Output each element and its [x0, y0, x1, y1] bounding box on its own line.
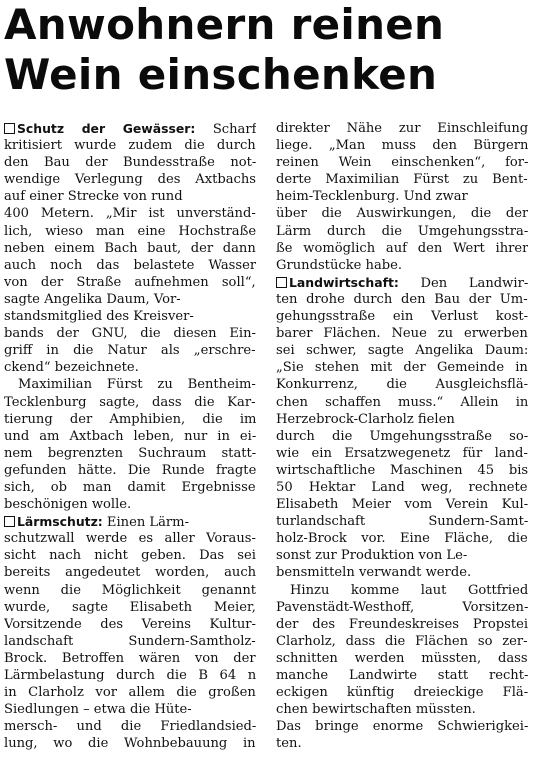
text-line: Pavenstädt-Westhoff, Vorsitzen-	[276, 599, 528, 615]
text-line: Das bringe enorme Schwierigkei-	[276, 719, 528, 735]
text-line: durch die Umgehungsstraße so-	[276, 428, 528, 444]
text-line: manche Landwirte statt recht-	[276, 668, 528, 683]
text-line: lich, wieso man eine Hochstraße	[4, 223, 256, 239]
text-line: chen schaffen muss.“ Allein in	[276, 394, 528, 410]
text-line: schnitten werden müssten, dass	[276, 650, 528, 666]
text-line: Siedlungen – etwa die Hüte-	[4, 702, 192, 718]
text-line: liege. „Man muss den Bürgern	[276, 138, 528, 154]
subhead-rest-text: Einen Lärm-	[102, 515, 190, 531]
subhead-rest-text: Den Landwir-	[398, 275, 528, 291]
checkbox-square-icon	[276, 277, 287, 288]
text-line: barer Flächen. Neue zu erwerben	[276, 326, 528, 342]
text-line: Brock. Betroffen wären von der	[4, 650, 256, 666]
checkbox-square-icon	[4, 123, 15, 134]
text-line: in Clarholz vor allem die großen	[4, 685, 256, 701]
text-line: ckend“ bezeichnete.	[4, 360, 139, 376]
text-line: Vorsitzende des Vereins Kultur-	[4, 616, 256, 632]
text-line: tierung der Amphibien, die im	[4, 411, 256, 427]
checkbox-square-icon	[4, 516, 15, 527]
headline-line: Wein einschenken	[4, 50, 438, 99]
text-line: turlandschaft Sundern-Samt-	[276, 514, 528, 530]
text-line: holz-Brock vor. Eine Fläche, die	[276, 531, 528, 547]
section-subhead: Schutz der Gewässer:	[17, 121, 196, 136]
text-line: wurde, sagte Elisabeth Meier,	[4, 599, 256, 615]
text-line: sich, ob man damit Ergebnisse	[4, 479, 256, 495]
text-line: gehungsstraße ein Verlust kost-	[276, 309, 528, 325]
text-line: und am Axtbach leben, nur in ei-	[4, 428, 256, 444]
text-line: der des Freundeskreises Propstei	[276, 616, 528, 632]
text-line: bensmitteln verwandt werde.	[276, 565, 472, 581]
text-line: wenn die Möglichkeit genannt	[4, 582, 256, 598]
text-line: den Bau der Bundesstraße not-	[4, 155, 256, 171]
headline-line: Anwohnern reinen	[4, 0, 445, 49]
article-column-left	[4, 120, 256, 752]
text-line: sei schwer, sagte Angelika Daum:	[276, 343, 528, 359]
text-line: bereits angedeutet worden, auch	[4, 565, 256, 581]
text-line: eckigen künftig dreieckige Flä-	[276, 685, 528, 701]
text-line: ten drohe durch den Bau der Um-	[276, 291, 528, 307]
text-line: über die Auswirkungen, die der	[276, 206, 528, 222]
text-line: Maximilian Fürst zu Bentheim-	[18, 377, 256, 393]
text-line: 400 Metern. „Mir ist unverständ-	[4, 206, 256, 222]
text-line: heim-Tecklenburg. Und zwar	[276, 189, 468, 205]
text-line: Hinzu komme laut Gottfried	[290, 582, 528, 598]
subhead-line	[4, 513, 256, 530]
text-line: Konkurrenz, die Ausgleichsflä-	[276, 377, 528, 393]
text-line: standsmitglied des Kreisver-	[4, 309, 194, 325]
text-line: griff in die Natur als „erschre-	[4, 343, 256, 359]
text-line: wirtschaftliche Maschinen 45 bis	[276, 462, 528, 478]
text-line: ße womöglich auf den Wert ihrer	[276, 240, 528, 256]
text-line: 50 Hektar Land weg, rechnete	[276, 479, 528, 495]
section-subhead: Landwirtschaft:	[289, 274, 399, 290]
text-line: ten.	[276, 736, 302, 752]
text-line: Elisabeth Meier vom Verein Kul-	[276, 497, 528, 513]
text-line: sagte Angelika Daum, Vor-	[4, 291, 181, 307]
text-line: gefunden hätte. Die Runde fragte	[4, 462, 256, 478]
text-line: lung, wo die Wohnbebauung in	[4, 736, 256, 752]
text-line: Grundstücke habe.	[276, 257, 403, 273]
headline	[4, 0, 529, 100]
subhead-line	[276, 274, 528, 291]
text-line: beschönigen wolle.	[4, 497, 132, 513]
text-line: wie ein Ersatzwegenetz für land-	[276, 445, 528, 461]
text-line: schutzwall werde es aller Voraus-	[4, 531, 256, 547]
text-line: nem begrenzten Suchraum statt-	[4, 445, 256, 461]
subhead-rest-text: Scharf	[195, 122, 256, 137]
text-line: mersch- und die Friedlandsied-	[4, 719, 256, 735]
text-line: Lärm durch die Umgehungsstra-	[276, 223, 528, 239]
text-line: wendige Verlegung des Axtbachs	[4, 172, 256, 188]
text-line: Tecklenburg sagte, dass die Kar-	[4, 394, 256, 410]
text-line: reinen Wein einschenken“, for-	[276, 155, 528, 171]
text-line: sicht nach nicht geben. Das sei	[4, 548, 256, 564]
text-line: chen bewirtschaften müssten.	[276, 702, 476, 718]
text-line: auch noch das belastete Wasser	[4, 257, 256, 273]
text-line: direkter Nähe zur Einschleifung	[276, 121, 528, 136]
text-line: sonst zur Produktion von Le-	[276, 548, 468, 564]
section-subhead: Lärmschutz:	[17, 514, 103, 530]
text-line: „Sie stehen mit der Gemeinde in	[276, 360, 528, 376]
text-line: derte Maximilian Fürst zu Bent-	[276, 172, 528, 188]
text-line: landschaft Sundern-Samtholz-	[4, 633, 256, 649]
text-line: Clarholz, dass die Flächen so zer-	[276, 633, 528, 649]
text-line: neben einem Bach baut, der dann	[4, 240, 256, 256]
text-line: auf einer Strecke von rund	[4, 189, 183, 205]
text-line: kritisiert wurde zudem die durch	[4, 138, 256, 154]
text-line: Herzebrock-Clarholz fielen	[276, 411, 455, 427]
text-line: von der Straße aufnehmen soll“,	[4, 274, 256, 290]
text-line: bands der GNU, die diesen Ein-	[4, 326, 256, 342]
article-column-right	[276, 120, 528, 752]
text-line: Lärmbelastung durch die B 64 n	[4, 668, 256, 683]
subhead-line	[4, 120, 256, 137]
